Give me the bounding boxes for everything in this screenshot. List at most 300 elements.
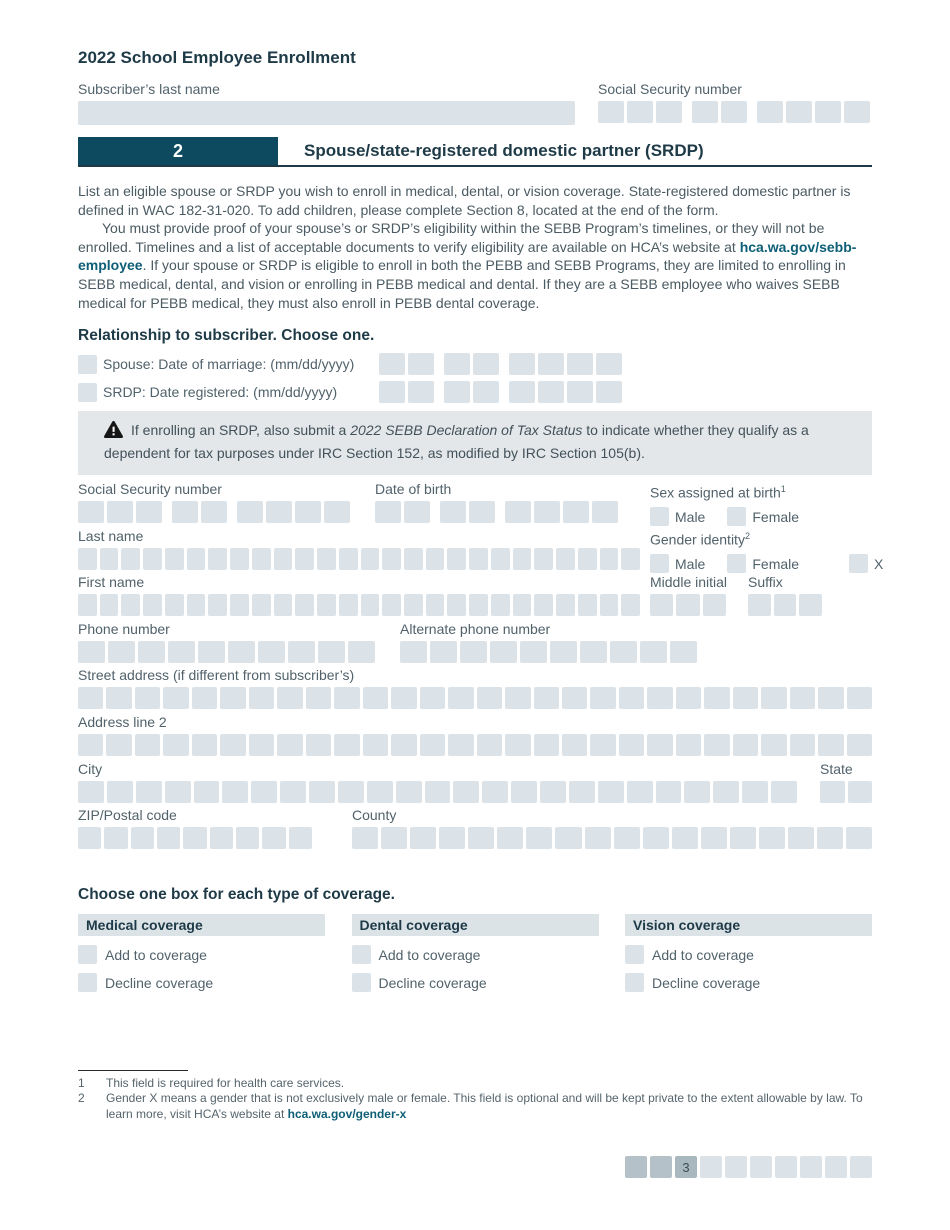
char-cell[interactable] (361, 594, 380, 616)
char-cell[interactable] (78, 548, 97, 570)
char-cell[interactable] (818, 687, 843, 709)
zip-label: ZIP/Postal code (78, 807, 177, 823)
char-cell[interactable] (748, 594, 771, 616)
char-cell[interactable] (228, 641, 255, 663)
char-cell[interactable] (627, 781, 653, 803)
char-cell[interactable] (473, 381, 499, 403)
char-cell[interactable] (391, 687, 416, 709)
gender-x-link[interactable]: hca.wa.gov/gender-x (287, 1106, 407, 1121)
char-cell[interactable] (847, 687, 872, 709)
char-cell[interactable] (676, 687, 701, 709)
char-cell[interactable] (511, 781, 537, 803)
ssn-input[interactable] (78, 501, 350, 523)
char-cell[interactable] (363, 734, 388, 756)
char-cell[interactable] (562, 687, 587, 709)
dob-input[interactable] (375, 501, 618, 523)
char-cell[interactable] (208, 548, 227, 570)
char-cell[interactable] (309, 781, 335, 803)
middle-initial-input[interactable] (650, 594, 726, 616)
char-cell[interactable] (619, 734, 644, 756)
char-cell[interactable] (249, 687, 274, 709)
zip-input[interactable] (78, 827, 312, 849)
char-cell[interactable] (220, 734, 245, 756)
char-cell[interactable] (643, 827, 669, 849)
char-cell[interactable] (469, 501, 495, 523)
char-cell[interactable] (163, 734, 188, 756)
char-cell[interactable] (379, 381, 405, 403)
char-cell[interactable] (334, 734, 359, 756)
char-cell[interactable] (848, 781, 873, 803)
char-cell[interactable] (786, 101, 812, 123)
char-cell[interactable] (509, 381, 535, 403)
char-cell[interactable] (78, 687, 103, 709)
char-cell[interactable] (361, 548, 380, 570)
char-cell[interactable] (198, 641, 225, 663)
char-cell[interactable] (567, 353, 593, 375)
char-cell[interactable] (78, 781, 104, 803)
char-cell[interactable] (404, 594, 423, 616)
char-cell[interactable] (580, 641, 607, 663)
char-cell[interactable] (138, 641, 165, 663)
char-cell[interactable] (771, 781, 797, 803)
char-cell[interactable] (692, 101, 718, 123)
char-cell[interactable] (165, 781, 191, 803)
char-cell[interactable] (289, 827, 312, 849)
char-cell[interactable] (192, 734, 217, 756)
char-cell[interactable] (513, 548, 532, 570)
page-box-current[interactable]: 3 (675, 1156, 697, 1178)
field-phone (78, 620, 375, 663)
char-cell[interactable] (106, 687, 131, 709)
tax-status-notice (78, 411, 872, 475)
char-cell[interactable] (295, 548, 314, 570)
gender-label-text: Gender identity (650, 531, 745, 548)
char-cell[interactable] (600, 548, 619, 570)
char-cell[interactable] (338, 781, 364, 803)
char-cell[interactable] (534, 501, 560, 523)
char-cell[interactable] (382, 594, 401, 616)
char-cell[interactable] (363, 687, 388, 709)
char-cell[interactable] (540, 781, 566, 803)
char-cell[interactable] (520, 641, 547, 663)
page-box-7[interactable] (775, 1156, 797, 1178)
char-cell[interactable] (513, 594, 532, 616)
char-cell[interactable] (598, 101, 624, 123)
phone-input[interactable] (78, 641, 375, 663)
char-cell[interactable] (556, 594, 575, 616)
vision-add-checkbox[interactable] (625, 945, 644, 964)
char-cell[interactable] (672, 827, 698, 849)
char-cell[interactable] (396, 781, 422, 803)
char-cell[interactable] (820, 781, 845, 803)
char-cell[interactable] (106, 734, 131, 756)
char-cell[interactable] (460, 641, 487, 663)
char-cell[interactable] (348, 641, 375, 663)
char-cell[interactable] (295, 501, 321, 523)
char-cell[interactable] (550, 641, 577, 663)
medical-decline-checkbox[interactable] (78, 973, 97, 992)
char-cell[interactable] (339, 548, 358, 570)
char-cell[interactable] (482, 781, 508, 803)
char-cell[interactable] (352, 827, 378, 849)
gender-male-checkbox[interactable] (650, 554, 669, 573)
char-cell[interactable] (258, 641, 285, 663)
last-name-input[interactable] (78, 548, 640, 570)
srdp-checkbox[interactable] (78, 383, 97, 402)
char-cell[interactable] (251, 781, 277, 803)
char-cell[interactable] (317, 548, 336, 570)
char-cell[interactable] (448, 687, 473, 709)
char-cell[interactable] (742, 781, 768, 803)
city-label: City (78, 761, 103, 777)
char-cell[interactable] (440, 501, 466, 523)
char-cell[interactable] (684, 781, 710, 803)
char-cell[interactable] (430, 641, 457, 663)
char-cell[interactable] (538, 381, 564, 403)
char-cell[interactable] (230, 548, 249, 570)
char-cell[interactable] (526, 827, 552, 849)
char-cell[interactable] (556, 548, 575, 570)
vision-decline-checkbox[interactable] (625, 973, 644, 992)
page-box-5[interactable] (725, 1156, 747, 1178)
char-cell[interactable] (567, 381, 593, 403)
last-name-label: Last name (78, 528, 144, 544)
char-cell[interactable] (404, 501, 430, 523)
char-cell[interactable] (334, 687, 359, 709)
subscriber-ssn-input[interactable] (598, 101, 872, 123)
char-cell[interactable] (670, 641, 697, 663)
char-cell[interactable] (339, 594, 358, 616)
gender-female-label: Female (752, 555, 800, 572)
char-cell[interactable] (187, 594, 206, 616)
char-cell[interactable] (280, 781, 306, 803)
char-cell[interactable] (817, 827, 843, 849)
char-cell[interactable] (183, 827, 206, 849)
char-cell[interactable] (534, 548, 553, 570)
char-cell[interactable] (596, 381, 622, 403)
char-cell[interactable] (818, 734, 843, 756)
char-cell[interactable] (497, 827, 523, 849)
char-cell[interactable] (107, 501, 133, 523)
char-cell[interactable] (210, 827, 233, 849)
char-cell[interactable] (703, 594, 726, 616)
cell-group (375, 501, 430, 523)
notice-text-b: to indicate whether they qualify as a dependent for tax purposes under IRC Section 152, as modified by IRC Section 105(b). (104, 422, 809, 461)
char-cell[interactable] (187, 548, 206, 570)
char-cell[interactable] (262, 827, 285, 849)
char-cell[interactable] (324, 501, 350, 523)
cell-group (509, 381, 622, 403)
char-cell[interactable] (477, 687, 502, 709)
char-cell[interactable] (585, 827, 611, 849)
char-cell[interactable] (676, 594, 699, 616)
char-cell[interactable] (448, 734, 473, 756)
char-cell[interactable] (104, 827, 127, 849)
char-cell[interactable] (538, 353, 564, 375)
char-cell[interactable] (473, 353, 499, 375)
char-cell[interactable] (274, 548, 293, 570)
page-box-2[interactable] (650, 1156, 672, 1178)
field-address2 (78, 713, 872, 756)
char-cell[interactable] (578, 594, 597, 616)
char-cell[interactable] (78, 594, 97, 616)
char-cell[interactable] (249, 734, 274, 756)
dental-add-checkbox[interactable] (352, 945, 371, 964)
char-cell[interactable] (614, 827, 640, 849)
char-cell[interactable] (592, 501, 618, 523)
char-cell[interactable] (420, 734, 445, 756)
char-cell[interactable] (491, 548, 510, 570)
char-cell[interactable] (676, 734, 701, 756)
page-box-4[interactable] (700, 1156, 722, 1178)
char-cell[interactable] (426, 548, 445, 570)
char-cell[interactable] (447, 548, 466, 570)
char-cell[interactable] (165, 548, 184, 570)
subscriber-ssn-field (598, 80, 872, 125)
char-cell[interactable] (157, 827, 180, 849)
char-cell[interactable] (761, 687, 786, 709)
char-cell[interactable] (208, 594, 227, 616)
sex-male-checkbox[interactable] (650, 507, 669, 526)
char-cell[interactable] (721, 101, 747, 123)
char-cell[interactable] (444, 353, 470, 375)
sex-footnote-marker: 1 (780, 484, 786, 494)
char-cell[interactable] (78, 641, 105, 663)
char-cell[interactable] (107, 781, 133, 803)
first-name-input[interactable] (78, 594, 640, 616)
char-cell[interactable] (135, 687, 160, 709)
char-cell[interactable] (194, 781, 220, 803)
char-cell[interactable] (400, 641, 427, 663)
srdp-registered-date-input[interactable] (379, 381, 622, 403)
char-cell[interactable] (647, 687, 672, 709)
char-cell[interactable] (381, 827, 407, 849)
subscriber-row (78, 80, 872, 125)
char-cell[interactable] (288, 641, 315, 663)
char-cell[interactable] (266, 501, 292, 523)
char-cell[interactable] (78, 734, 103, 756)
footnote-1-text: This field is required for health care services. (106, 1076, 345, 1090)
char-cell[interactable] (847, 734, 872, 756)
char-cell[interactable] (505, 734, 530, 756)
char-cell[interactable] (757, 101, 783, 123)
char-cell[interactable] (318, 641, 345, 663)
char-cell[interactable] (788, 827, 814, 849)
char-cell[interactable] (627, 101, 653, 123)
char-cell[interactable] (733, 687, 758, 709)
char-cell[interactable] (477, 734, 502, 756)
sex-female-checkbox[interactable] (727, 507, 746, 526)
char-cell[interactable] (563, 501, 589, 523)
char-cell[interactable] (761, 734, 786, 756)
char-cell[interactable] (704, 734, 729, 756)
char-cell[interactable] (730, 827, 756, 849)
char-cell[interactable] (844, 101, 870, 123)
page-box-8[interactable] (800, 1156, 822, 1178)
char-cell[interactable] (78, 827, 101, 849)
subscriber-last-name-input[interactable] (78, 101, 575, 125)
char-cell[interactable] (505, 501, 531, 523)
char-cell[interactable] (491, 594, 510, 616)
char-cell[interactable] (367, 781, 393, 803)
char-cell[interactable] (505, 687, 530, 709)
suffix-input[interactable] (748, 594, 822, 616)
char-cell[interactable] (713, 781, 739, 803)
page-box-1[interactable] (625, 1156, 647, 1178)
field-street (78, 666, 872, 709)
char-cell[interactable] (650, 594, 673, 616)
char-cell[interactable] (621, 548, 640, 570)
sex-female-label: Female (752, 508, 800, 525)
char-cell[interactable] (704, 687, 729, 709)
city-input[interactable] (78, 781, 797, 803)
char-cell[interactable] (201, 501, 227, 523)
gender-x-checkbox[interactable] (849, 554, 868, 573)
char-cell[interactable] (534, 734, 559, 756)
state-input[interactable] (820, 781, 872, 803)
char-cell[interactable] (168, 641, 195, 663)
spouse-checkbox[interactable] (78, 355, 97, 374)
char-cell[interactable] (78, 501, 104, 523)
char-cell[interactable] (408, 353, 434, 375)
char-cell[interactable] (382, 548, 401, 570)
char-cell[interactable] (375, 501, 401, 523)
medical-decline-row (78, 973, 325, 992)
char-cell[interactable] (410, 827, 436, 849)
address2-input[interactable] (78, 734, 872, 756)
char-cell[interactable] (252, 548, 271, 570)
char-cell[interactable] (569, 781, 595, 803)
char-cell[interactable] (136, 501, 162, 523)
dental-decline-checkbox[interactable] (352, 973, 371, 992)
char-cell[interactable] (846, 827, 872, 849)
char-cell[interactable] (790, 687, 815, 709)
char-cell[interactable] (619, 687, 644, 709)
char-cell[interactable] (135, 734, 160, 756)
char-cell[interactable] (799, 594, 822, 616)
char-cell[interactable] (163, 687, 188, 709)
char-cell[interactable] (640, 641, 667, 663)
char-cell[interactable] (534, 687, 559, 709)
char-cell[interactable] (143, 548, 162, 570)
char-cell[interactable] (252, 594, 271, 616)
char-cell[interactable] (647, 734, 672, 756)
char-cell[interactable] (108, 641, 135, 663)
char-cell[interactable] (656, 781, 682, 803)
char-cell[interactable] (165, 594, 184, 616)
alt-phone-input[interactable] (400, 641, 697, 663)
char-cell[interactable] (555, 827, 581, 849)
county-input[interactable] (352, 827, 872, 849)
char-cell[interactable] (453, 781, 479, 803)
char-cell[interactable] (121, 594, 140, 616)
char-cell[interactable] (425, 781, 451, 803)
char-cell[interactable] (439, 827, 465, 849)
spouse-marriage-date-input[interactable] (379, 353, 622, 375)
char-cell[interactable] (379, 353, 405, 375)
char-cell[interactable] (600, 594, 619, 616)
char-cell[interactable] (509, 353, 535, 375)
char-cell[interactable] (790, 734, 815, 756)
char-cell[interactable] (578, 548, 597, 570)
char-cell[interactable] (444, 381, 470, 403)
char-cell[interactable] (136, 781, 162, 803)
char-cell[interactable] (815, 101, 841, 123)
char-cell[interactable] (468, 827, 494, 849)
coverage-columns (78, 914, 872, 992)
char-cell[interactable] (391, 734, 416, 756)
char-cell[interactable] (759, 827, 785, 849)
char-cell[interactable] (222, 781, 248, 803)
char-cell[interactable] (306, 687, 331, 709)
char-cell[interactable] (220, 687, 245, 709)
char-cell[interactable] (469, 594, 488, 616)
char-cell[interactable] (733, 734, 758, 756)
gender-female-checkbox[interactable] (727, 554, 746, 573)
char-cell[interactable] (701, 827, 727, 849)
dental-add-row (352, 945, 599, 964)
char-cell[interactable] (274, 594, 293, 616)
field-zip (78, 806, 312, 849)
section-title: Spouse/state-registered domestic partner (SRDP) (304, 141, 704, 160)
char-cell[interactable] (598, 781, 624, 803)
char-cell[interactable] (237, 501, 263, 523)
char-cell[interactable] (590, 734, 615, 756)
medical-coverage-header: Medical coverage (78, 914, 325, 936)
char-cell[interactable] (404, 548, 423, 570)
char-cell[interactable] (317, 594, 336, 616)
char-cell[interactable] (590, 687, 615, 709)
char-cell[interactable] (621, 594, 640, 616)
char-cell[interactable] (172, 501, 198, 523)
char-cell[interactable] (295, 594, 314, 616)
char-cell[interactable] (277, 687, 302, 709)
char-cell[interactable] (306, 734, 331, 756)
intro-para2-text-b: . If your spouse or SRDP is eligible to enroll in both the PEBB and SEBB Programs, they are limited to enrolling in SEBB medical, dental, and vision or enrolling in PEBB medical and dental. If they are a SEBB employee who waives SEBB medical for PEBB medical, they must also enroll in PEBB dental coverage. (78, 257, 846, 311)
char-cell[interactable] (230, 594, 249, 616)
page-box-10[interactable] (850, 1156, 872, 1178)
char-cell[interactable] (408, 381, 434, 403)
char-cell[interactable] (121, 548, 140, 570)
char-cell[interactable] (426, 594, 445, 616)
char-cell[interactable] (131, 827, 154, 849)
field-suffix (748, 573, 824, 616)
char-cell[interactable] (596, 353, 622, 375)
char-cell[interactable] (420, 687, 445, 709)
char-cell[interactable] (236, 827, 259, 849)
notice-italic-title: 2022 SEBB Declaration of Tax Status (350, 422, 583, 438)
char-cell[interactable] (490, 641, 517, 663)
sebb-employee-link[interactable]: hca.wa.gov/sebb-employee (78, 238, 857, 274)
page-box-9[interactable] (825, 1156, 847, 1178)
char-cell[interactable] (774, 594, 797, 616)
char-cell[interactable] (562, 734, 587, 756)
char-cell[interactable] (143, 594, 162, 616)
char-cell[interactable] (534, 594, 553, 616)
char-cell[interactable] (100, 548, 119, 570)
char-cell[interactable] (610, 641, 637, 663)
char-cell[interactable] (656, 101, 682, 123)
char-cell[interactable] (277, 734, 302, 756)
char-cell[interactable] (192, 687, 217, 709)
char-cell[interactable] (469, 548, 488, 570)
char-cell[interactable] (100, 594, 119, 616)
medical-add-checkbox[interactable] (78, 945, 97, 964)
street-input[interactable] (78, 687, 872, 709)
page-box-6[interactable] (750, 1156, 772, 1178)
char-cell[interactable] (447, 594, 466, 616)
sex-options (650, 506, 872, 528)
